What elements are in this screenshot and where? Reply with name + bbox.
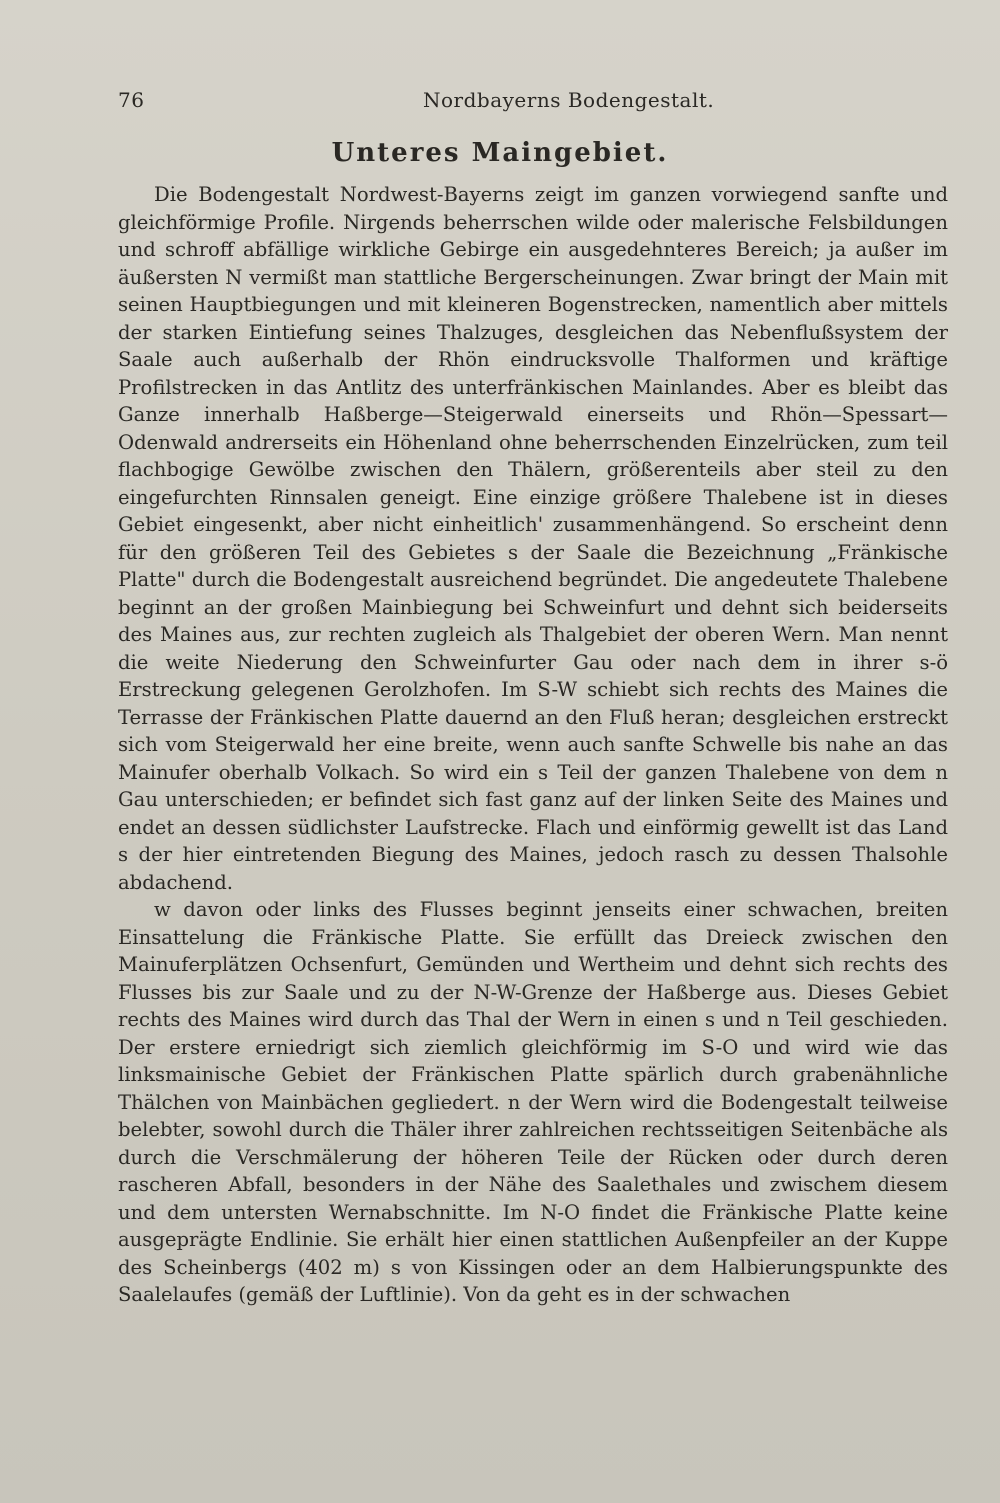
paragraph-2: w davon oder links des Flusses beginnt jenseits einer schwachen, breiten Einsattelung die Fränkische Platte. Sie erfüllt das Dreieck zwischen den Mainuferplätzen Ochsenfurt, Gemünden und Wertheim und dehnt sich rechts des Flusses bis zur Saale und zu der N-W-Grenze der Haßberge aus. Dieses Gebiet rechts des Maines wird durch das Thal der Wern in einen s und n Teil geschieden. Der erstere erniedrigt sich ziemlich gleichförmig im S-O und wird wie das linksmainische Gebiet der Fränkischen Platte spärlich durch grabenähnliche Thälchen von Mainbächen gegliedert. n der Wern wird die Bodengestalt teilweise belebter, sowohl durch die Thäler ihrer zahlreichen rechtsseitigen Seitenbäche als durch die Verschmälerung der höheren Teile der Rücken oder durch deren rascheren Abfall, besonders in der Nähe des Saalethales und zwischem diesem und dem untersten Wernabschnitte. Im N-O findet die Fränkische Platte keine ausgeprägte Endlinie. Sie erhält hier einen stattlichen Außenpfeiler an der Kuppe des Scheinbergs (402 m) s von Kissingen oder an dem Halbierungspunkte des Saalelaufes (gemäß der Luftlinie). Von da geht es in der schwachen xyxy=(118,898,948,1306)
running-head: Nordbayerns Bodengestalt. xyxy=(423,88,715,112)
body-text xyxy=(118,181,948,1309)
page-number: 76 xyxy=(118,88,145,112)
paragraph-1: Die Bodengestalt Nordwest-Bayerns zeigt im ganzen vorwiegend sanfte und gleichförmige Profile. Nirgends beherrschen wilde oder malerische Felsbildungen und schroff abfällige wirkliche Gebirge ein ausgedehnteres Bereich; ja außer im äußersten N vermißt man stattliche Bergerscheinungen. Zwar bringt der Main mit seinen Hauptbiegungen und mit kleineren Bogenstrecken, namentlich aber mittels der starken Eintiefung seines Thalzuges, desgleichen das Nebenflußsystem der Saale auch außerhalb der Rhön eindrucksvolle Thalformen und kräftige Profilstrecken in das Antlitz des unterfränkischen Mainlandes. Aber es bleibt das Ganze innerhalb Haßberge—Steigerwald einerseits und Rhön—Spessart—Odenwald andrerseits ein Höhenland ohne beherrschenden Einzelrücken, zum teil flachbogige Gewölbe zwischen den Thälern, größerenteils aber steil zu den eingefurchten Rinnsalen geneigt. Eine einzige größere Thalebene ist in dieses Gebiet eingesenkt, aber nicht einheitlich' zusammenhängend. So erscheint denn für den größeren Teil des Gebietes s der Saale die Bezeichnung „Fränkische Platte" durch die Bodengestalt ausreichend begründet. Die angedeutete Thalebene beginnt an der großen Mainbiegung bei Schweinfurt und dehnt sich beiderseits des Maines aus, zur rechten zugleich als Thalgebiet der oberen Wern. Man nennt die weite Niederung den Schweinfurter Gau oder nach dem in ihrer s-ö Erstreckung gelegenen Gerolzhofen. Im S-W schiebt sich rechts des Maines die Terrasse der Fränkischen Platte dauernd an den Fluß heran; desgleichen erstreckt sich vom Steigerwald her eine breite, wenn auch sanfte Schwelle bis nahe an das Mainufer oberhalb Volkach. So wird ein s Teil der ganzen Thalebene von dem n Gau unterschieden; er befindet sich fast ganz auf der linken Seite des Maines und endet an dessen südlichster Laufstrecke. Flach und einförmig gewellt ist das Land s der hier eintretenden Biegung des Maines, jedoch rasch zu dessen Thalsohle abdachend. xyxy=(118,183,948,894)
page-header xyxy=(118,88,958,114)
section-title: Unteres Maingebiet. xyxy=(331,138,669,168)
